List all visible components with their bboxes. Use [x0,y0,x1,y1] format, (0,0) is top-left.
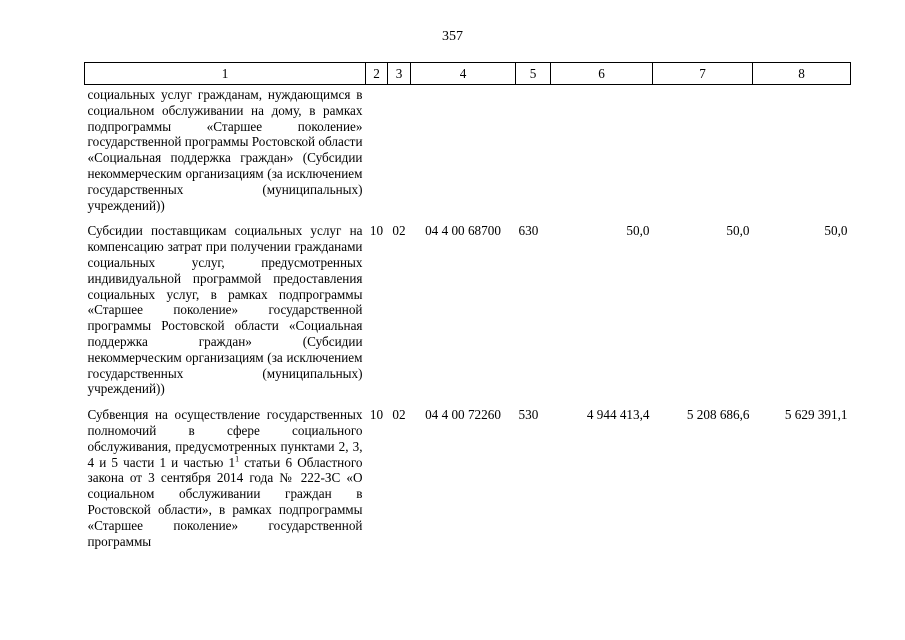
row-description-part-2: статьи 6 Областного закона от 3 сентября 2014 года № 222-ЗС «О социальном обслуживании граждан в Ростовской области», в рамках подпрограммы «Старшее поколение» государственной программы [87,454,363,549]
table-row [85,223,851,407]
header-col-8: 8 [753,63,851,85]
page-number: 357 [442,29,463,44]
row-target-article: 04 4 00 72260 [425,407,501,423]
row-section-code: 10 [369,407,384,423]
row-expense-type: 630 [518,223,539,239]
row-description: Субсидии поставщикам социальных услуг на компенсацию затрат при получении гражданами социальных услуг, предусмотренных индивидуальной программой предоставления социальных услуг, в рамках подпрограммы «Старшее поколение» государственной программы Ростовской области «Социальная поддержка граждан» (Субсидии некоммерческим организациям (за исключением государственных (муниципальных) учреждений)) [87,223,363,397]
row-subsection-code: 02 [392,407,406,423]
row-amount-year-2: 50,0 [726,223,750,239]
header-col-2: 2 [366,63,388,85]
header-col-4: 4 [411,63,516,85]
row-amount-year-1: 4 944 413,4 [586,407,650,423]
row-amount-year-3: 5 629 391,1 [784,407,848,423]
table-row [85,407,851,559]
row-description [85,407,366,559]
header-col-7: 7 [653,63,753,85]
table-row-continuation [85,85,851,224]
row-section-code: 10 [369,223,384,239]
row-amount-year-1: 50,0 [626,223,650,239]
header-col-1: 1 [85,63,366,85]
row-description-part-1: Субвенция на осуществление государственных полномочий в сфере социального обслуживания, предусмотренных пунктами 2, 3, 4 и 5 части 1 и частью 1 [87,407,363,470]
row-expense-type: 530 [518,407,539,423]
budget-table [84,62,851,559]
header-col-3: 3 [388,63,411,85]
table-header-row [85,63,851,85]
header-col-6: 6 [551,63,653,85]
row-target-article: 04 4 00 68700 [425,223,501,239]
row-amount-year-3: 50,0 [824,223,848,239]
header-col-5: 5 [516,63,551,85]
continuation-description: социальных услуг гражданам, нуждающимся в социальном обслуживании на дому, в рамках подпрограммы «Старшее поколение» государственной программы Ростовской области «Социальная поддержка граждан» (Субсидии некоммерческим организациям (за исключением государственных (муниципальных) учреждений)) [87,87,363,213]
row-description-superscript: 1 [235,454,240,464]
row-subsection-code: 02 [392,223,406,239]
row-amount-year-2: 5 208 686,6 [686,407,750,423]
